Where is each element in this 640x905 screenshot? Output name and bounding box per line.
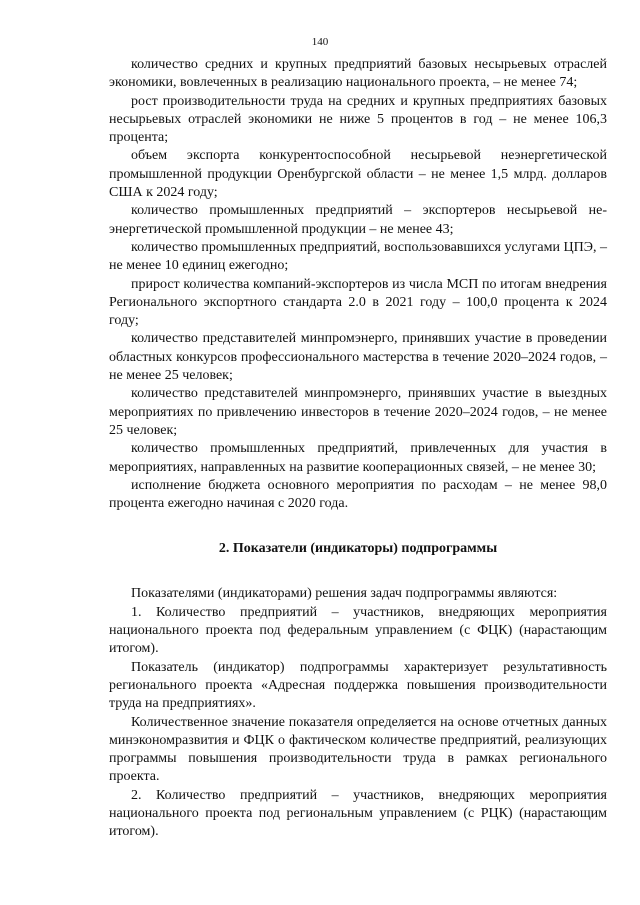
indicator-item: объем экспорта конкурентоспособной несырьевой неэнергетической промышленной продукции Оренбургской области – не менее 1,5 млрд. долларов США к 2024 году; (109, 148, 607, 201)
indicator-item: количество представителей минпромэнерго, принявших участие в выездных мероприятиях по привлечению инвесторов в течение 2020–2024 годов, – не менее 25 человек; (109, 386, 607, 438)
indicator-item: рост производительности труда на средних и крупных предприятиях базовых несырьевых отраслей экономики не ниже 5 процентов в год – не менее 106,3 процента; (109, 93, 607, 146)
section-paragraph: Показателями (индикаторами) решения задач подпрограммы являются: (131, 586, 558, 602)
page-number: 140 (311, 36, 329, 48)
indicator-item: исполнение бюджета основного мероприятия по расходам – не менее 98,0 процента ежегодно начиная с 2020 года. (109, 477, 607, 512)
indicator-item: количество промышленных предприятий – экспортеров несырьевой неэнергетической промышленной продукции – не менее 43; (109, 203, 607, 237)
indicator-item: количество средних и крупных предприятий базовых несырьевых отраслей экономики, вовлеченных в реализацию национального проекта, – не менее 74; (109, 57, 607, 91)
section-paragraph: 2. Количество предприятий – участников, внедряющих мероприятия национального проекта под региональным управлением (с РЦК) (нарастающим итогом). (109, 787, 607, 840)
indicator-item: количество промышленных предприятий, привлеченных для участия в мероприятиях, направленных на развитие кооперационных связей, – не менее 30; (109, 441, 607, 475)
document-body (109, 56, 607, 842)
indicator-item: прирост количества компаний-экспортеров из числа МСП по итогам внедрения Регионального экспортного стандарта 2.0 в 2021 году – 100,0 процента к 2024 году; (109, 276, 607, 329)
indicator-item: количество представителей минпромэнерго, принявших участие в проведении областных конкурсов профессионального мастерства в течение 2020–2024 годов, – не менее 25 человек; (109, 331, 607, 384)
section-paragraph: 1. Количество предприятий – участников, внедряющих мероприятия национального проекта под федеральным управлением (с ФЦК) (нарастающим итогом). (109, 604, 607, 657)
section-heading: 2. Показатели (индикаторы) подпрограммы (218, 541, 498, 557)
section-paragraph: Показатель (индикатор) подпрограммы характеризует результативность регионального проекта «Адресная поддержка повышения производительности труда на предприятиях». (109, 659, 607, 712)
indicator-item: количество промышленных предприятий, воспользовавшихся услугами ЦПЭ, – не менее 10 единиц ежегодно; (109, 239, 607, 274)
section-paragraph: Количественное значение показателя определяется на основе отчетных данных минэкономразвития и ФЦК о фактическом количестве предприятий, реализующих программы повышения производительности труда в рамках регионального проекта. (109, 714, 607, 785)
